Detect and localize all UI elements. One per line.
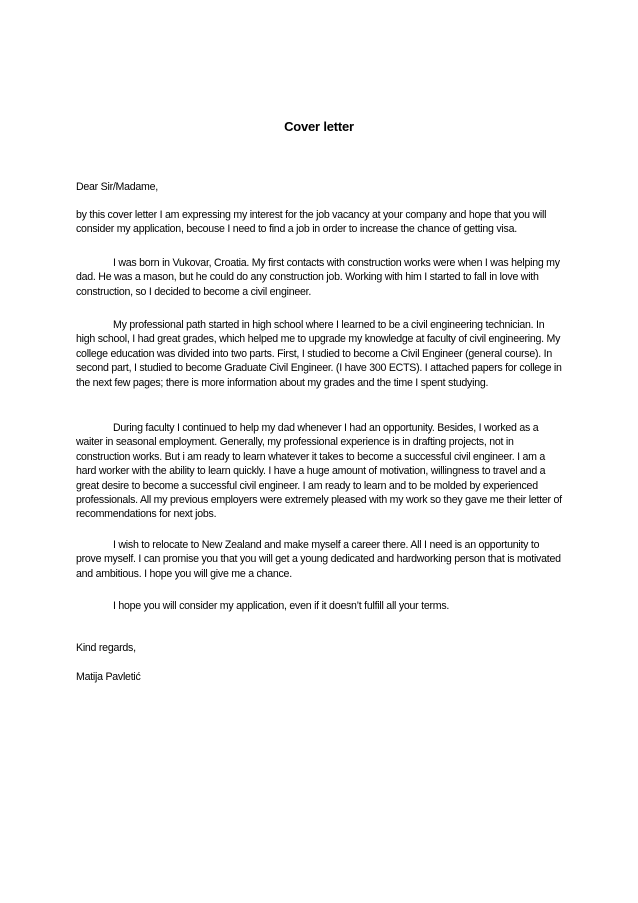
paragraph-education: My professional path started in high school where I learned to be a civil engineering technician. In high school, I had great grades, which helped me to upgrade my knowledge at faculty of civil engineering. My college education was divided into two parts. First, I studied to become a Civil Engineer (general course). In second part, I studied to become Graduate Civil Engineer. (I have 300 ECTS). I attached papers for college in the next few pages; there is more information about my grades and the time I spent studying. [76, 319, 562, 389]
paragraph-conclusion: I hope you will consider my application, even if it doesn’t fulfill all your terms. [113, 600, 450, 612]
signature-name: Matija Pavletić [76, 671, 141, 683]
paragraph-relocation: I wish to relocate to New Zealand and make myself a career there. All I need is an opportunity to prove myself. I can promise you that you will get a young dedicated and hardworking person that is motivated and ambitious. I hope you will give me a chance. [76, 539, 561, 580]
page-title: Cover letter [284, 119, 354, 134]
paragraph-experience: During faculty I continued to help my dad whenever I had an opportunity. Besides, I worked as a waiter in seasonal employment. Generally, my professional experience is in drafting projects, not in construction works. But i am ready to learn whatever it takes to become a successful civil engineer. I am a hard worker with the ability to learn quickly. I have a huge amount of motivation, willingness to travel and a great desire to become a successful civil engineer. I am ready to learn and to be molded by experienced professionals. All my previous employers were extremely pleased with my work so they gave me their letter of recommendations for next jobs. [76, 422, 562, 521]
salutation: Dear Sir/Madame, [76, 181, 158, 193]
paragraph-background: I was born in Vukovar, Croatia. My first contacts with construction works were when I was helping my dad. He was a mason, but he could do any construction job. Working with him I started to fall in love with construction, so I decided to become a civil engineer. [76, 257, 560, 298]
closing: Kind regards, [76, 642, 136, 654]
intro-paragraph: by this cover letter I am expressing my interest for the job vacancy at your company and hope that you will consider my application, becouse I need to find a job in order to increase the chance of getting visa. [76, 209, 547, 236]
